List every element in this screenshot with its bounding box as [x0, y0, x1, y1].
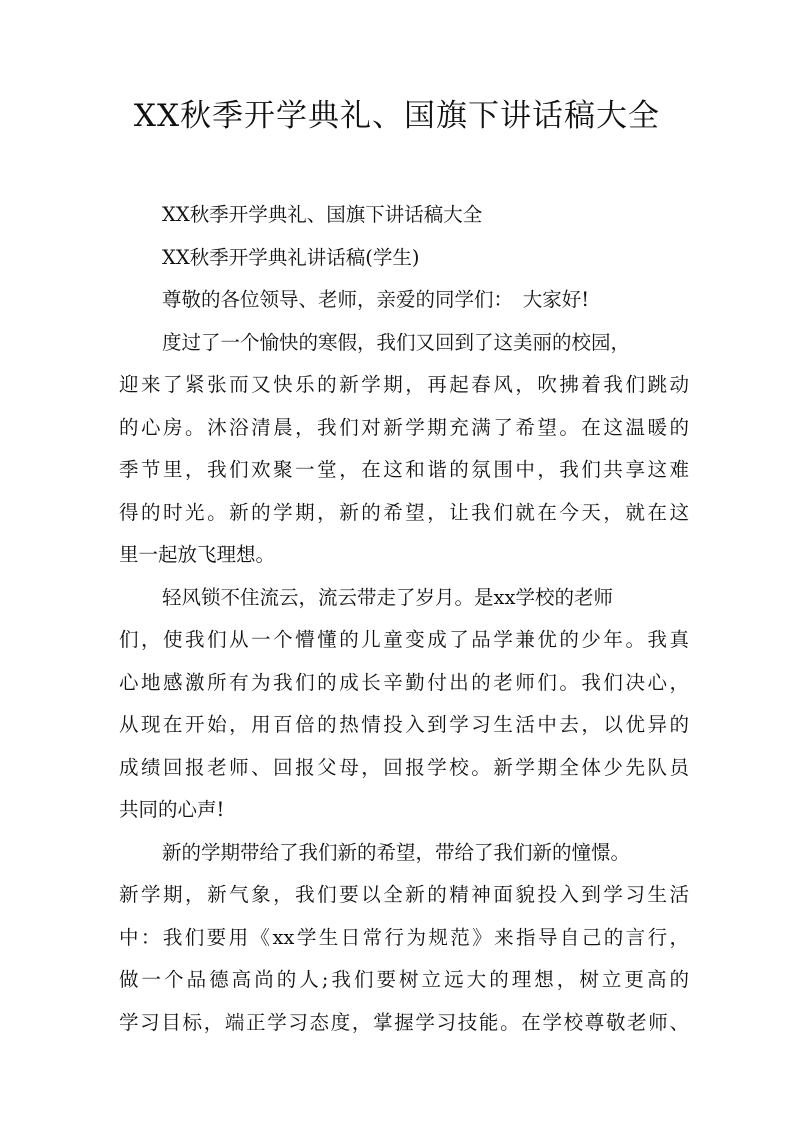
paragraph-line: 迎来了紧张而又快乐的新学期，再起春风，吹拂着我们跳动 [119, 373, 689, 396]
paragraph-line: 得的时光。新的学期，新的希望，让我们就在今天，就在这 [119, 500, 689, 524]
document-body [119, 194, 689, 1044]
paragraph-line: 心地感激所有为我们的成长辛勤付出的老师们。我们决心， [119, 670, 689, 694]
paragraph-line: 尊敬的各位领导、老师，亲爱的同学们： 大家好! [162, 288, 590, 311]
paragraph-line: 成绩回报老师、回报父母，回报学校。新学期全体少先队员 [119, 755, 689, 779]
paragraph-line: XX秋季开学典礼、国旗下讲话稿大全 [162, 203, 483, 226]
paragraph-line: 做一个品德高尚的人;我们要树立远大的理想，树立更高的 [119, 968, 689, 991]
paragraph-line: 轻风锁不住流云，流云带走了岁月。是xx学校的老师 [162, 585, 613, 609]
paragraph-line: 度过了一个愉快的寒假，我们又回到了这美丽的校园， [162, 330, 631, 354]
paragraph-line: 新学期，新气象，我们要以全新的精神面貌投入到学习生活 [119, 883, 689, 906]
paragraph-line: 学习目标，端正学习态度，掌握学习技能。在学校尊敬老师、 [119, 1010, 689, 1034]
paragraph-line: 中：我们要用《xx学生日常行为规范》来指导自己的言行， [119, 925, 689, 949]
paragraph-line: 新的学期带给了我们新的希望，带给了我们新的憧憬。 [162, 840, 631, 864]
paragraph-line: 共同的心声! [119, 798, 225, 821]
paragraph-line: 从现在开始，用百倍的热情投入到学习生活中去，以优异的 [119, 713, 689, 736]
paragraph-line: 们，使我们从一个懵懂的儿童变成了品学兼优的少年。我真 [119, 628, 689, 651]
paragraph-line: 的心房。沐浴清晨，我们对新学期充满了希望。在这温暖的 [119, 415, 689, 439]
paragraph-line: 里一起放飞理想。 [119, 543, 276, 566]
paragraph-line: XX秋季开学典礼讲话稿(学生) [162, 245, 420, 269]
document-title: XX秋季开学典礼、国旗下讲话稿大全 [133, 98, 661, 134]
paragraph-line: 季节里，我们欢聚一堂，在这和谐的氛围中，我们共享这难 [119, 458, 689, 481]
